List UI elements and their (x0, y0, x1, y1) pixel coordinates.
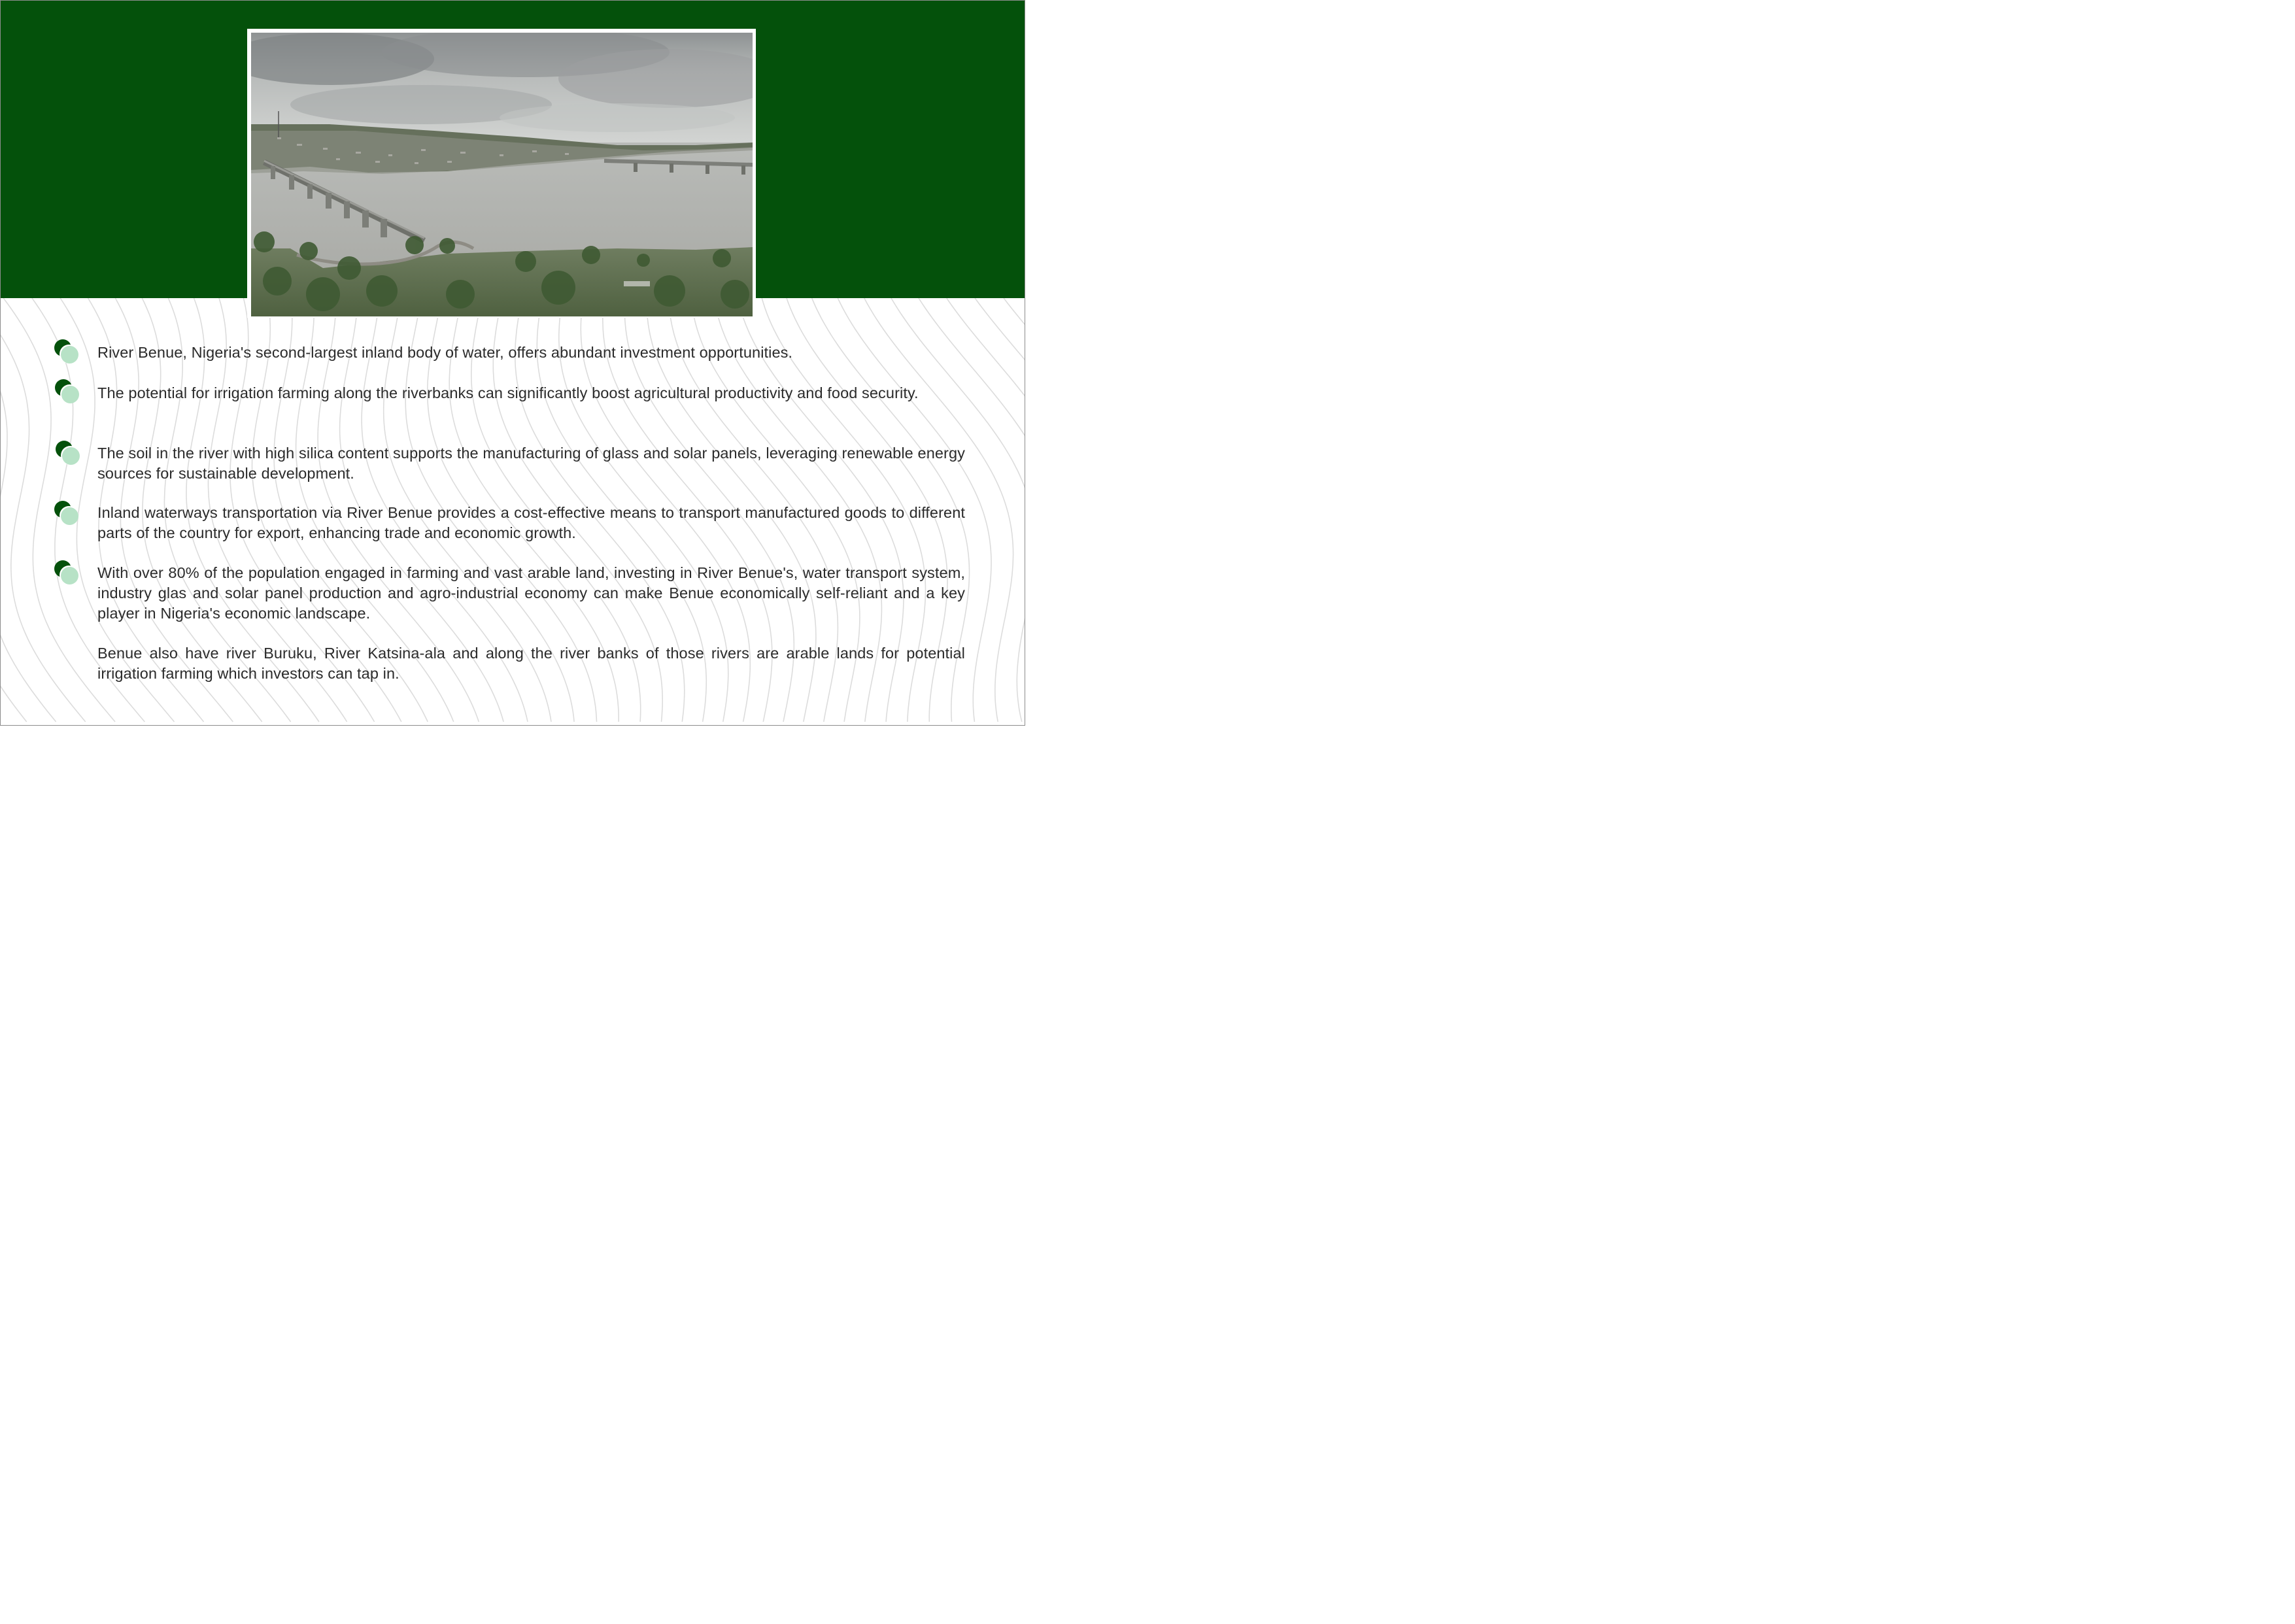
closing-paragraph (97, 643, 965, 684)
point-text: Inland waterways transportation via River Benue provides a cost-effective means to transport manufactured goods to different parts of the country for export, enhancing trade and economic growth. (97, 504, 965, 541)
point-text: River Benue, Nigeria's second-largest inland body of water, offers abundant investment opportunities. (97, 344, 793, 361)
point-item (97, 443, 965, 484)
point-text: With over 80% of the population engaged in farming and vast arable land, investing in River Benue's, water transport system, industry glas and solar panel production and agro-industrial economy can make Benue economically self-reliant and a key player in Nigeria's economic landscape. (97, 564, 965, 622)
points-list (1, 1, 1025, 726)
point-item (97, 383, 965, 403)
point-item (97, 563, 965, 624)
bullet-circles-icon (54, 339, 80, 365)
point-text: The soil in the river with high silica content supports the manufacturing of glass and solar panels, leveraging renewable energy sources for sustainable development. (97, 445, 965, 482)
bullet-circles-icon (56, 441, 82, 467)
page (0, 0, 1025, 726)
point-item (97, 503, 965, 543)
point-item (97, 343, 965, 363)
bullet-circles-icon (55, 379, 81, 405)
point-text: The potential for irrigation farming along the riverbanks can significantly boost agricultural productivity and food security. (97, 384, 919, 401)
bullet-circles-icon (54, 560, 80, 586)
bullet-circles-icon (54, 501, 80, 527)
closing-text: Benue also have river Buruku, River Katsina-ala and along the river banks of those rivers are arable lands for potential irrigation farming which investors can tap in. (97, 645, 965, 682)
